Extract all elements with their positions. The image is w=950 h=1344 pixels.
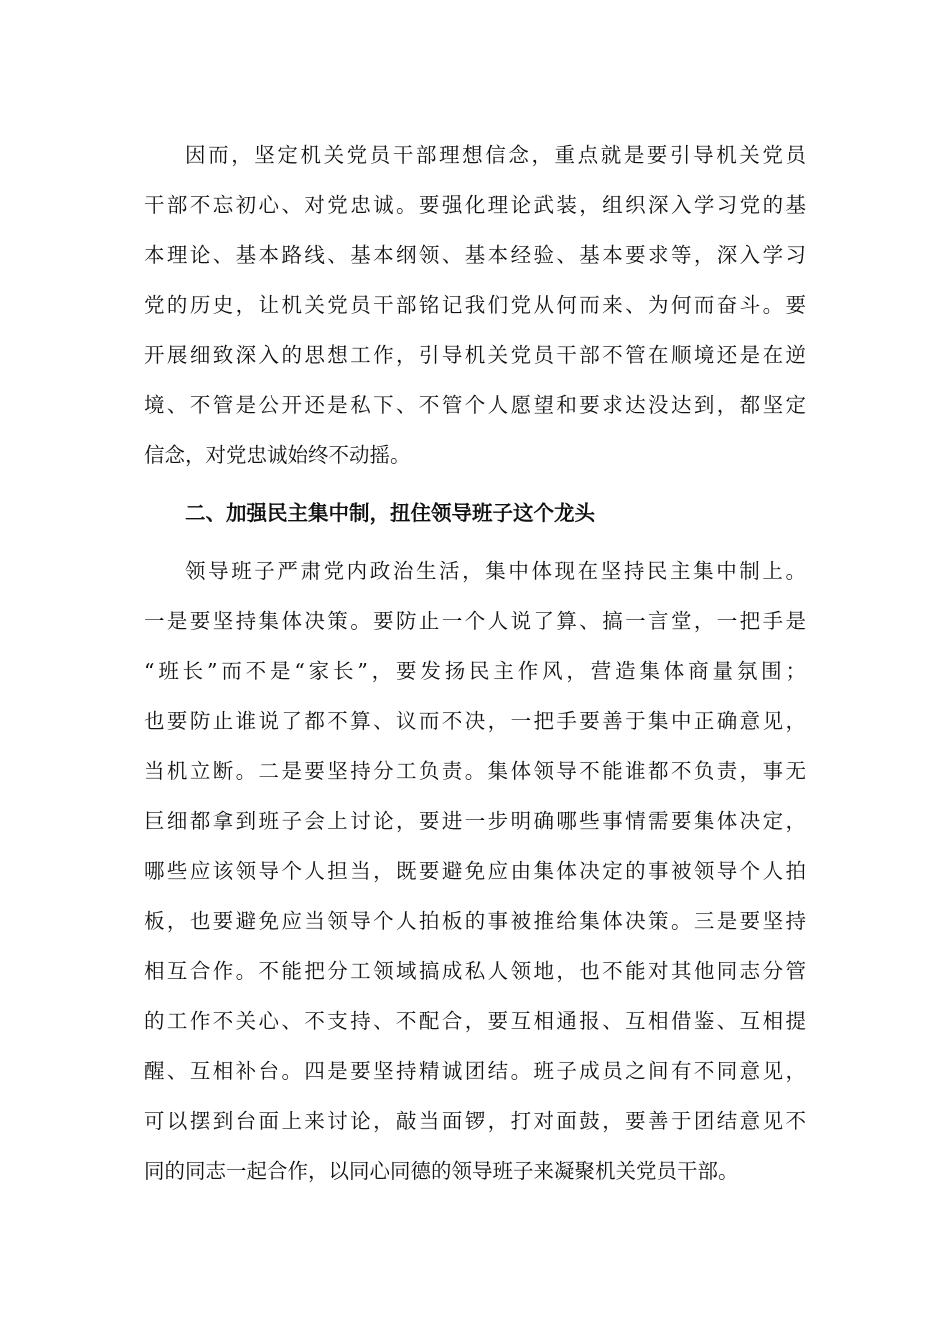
text-line: 领导班子严肃党内政治生活，集中体现在坚持民主集中制上。 bbox=[185, 559, 806, 583]
text-line: 板，也要避免应当领导个人拍板的事被推给集体决策。三是要坚持 bbox=[144, 909, 806, 933]
text-line: 信念，对党忠诚始终不动摇。 bbox=[144, 443, 411, 467]
text-line: 巨细都拿到班子会上讨论，要进一步明确哪些事情需要集体决定， bbox=[144, 809, 806, 833]
text-line: “班长”而不是“家长”，要发扬民主作风，营造集体商量氛围； bbox=[144, 659, 806, 683]
text-line: 境、不管是公开还是私下、不管个人愿望和要求达没达到，都坚定 bbox=[144, 393, 806, 417]
text-line: 哪些应该领导个人担当，既要避免应由集体决定的事被领导个人拍 bbox=[144, 859, 806, 883]
text-line: 开展细致深入的思想工作，引导机关党员干部不管在顺境还是在逆 bbox=[144, 343, 806, 367]
text-line: 可以摆到台面上来讨论，敲当面锣，打对面鼓，要善于团结意见不 bbox=[144, 1109, 806, 1133]
text-line: 因而，坚定机关党员干部理想信念，重点就是要引导机关党员 bbox=[185, 143, 806, 167]
text-line: 本理论、基本路线、基本纲领、基本经验、基本要求等，深入学习 bbox=[144, 243, 806, 267]
text-line: 同的同志一起合作，以同心同德的领导班子来凝聚机关党员干部。 bbox=[144, 1159, 739, 1183]
text-line: 也要防止谁说了都不算、议而不决，一把手要善于集中正确意见， bbox=[144, 709, 806, 733]
text-line: 干部不忘初心、对党忠诚。要强化理论武装，组织深入学习党的基 bbox=[144, 193, 806, 217]
text-line: 一是要坚持集体决策。要防止一个人说了算、搞一言堂，一把手是 bbox=[144, 609, 806, 633]
paragraph-ideal-belief bbox=[144, 130, 806, 480]
section-heading: 二、加强民主集中制，扭住领导班子这个龙头 bbox=[185, 501, 595, 525]
text-line: 当机立断。二是要坚持分工负责。集体领导不能谁都不负责，事无 bbox=[144, 759, 806, 783]
text-line: 醒、互相补台。四是要坚持精诚团结。班子成员之间有不同意见， bbox=[144, 1059, 806, 1083]
text-line: 的工作不关心、不支持、不配合，要互相通报、互相借鉴、互相提 bbox=[144, 1009, 806, 1033]
document-page bbox=[144, 130, 806, 1196]
paragraph-democratic-centralism bbox=[144, 546, 806, 1196]
text-line: 相互合作。不能把分工领域搞成私人领地，也不能对其他同志分管 bbox=[144, 959, 806, 983]
text-line: 党的历史，让机关党员干部铭记我们党从何而来、为何而奋斗。要 bbox=[144, 293, 806, 317]
